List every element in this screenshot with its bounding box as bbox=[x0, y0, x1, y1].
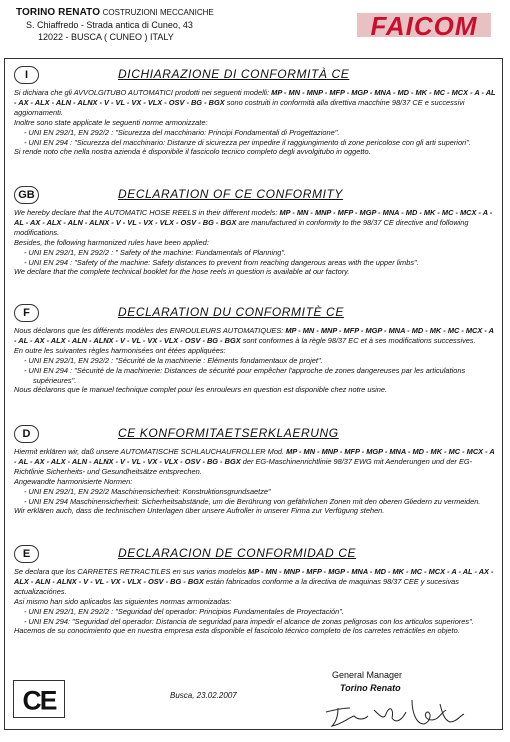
company-name: TORINO RENATO bbox=[16, 7, 101, 18]
conformity-text: sont conformes à la règle 98/37 EC et à ses modifications successives. bbox=[242, 335, 476, 345]
closing-text: Hacemos de su conocimiento que en nuestra empresa esta disponible el fascicolo técnico completo de los carretes retráctiles en objeto. bbox=[14, 626, 460, 636]
intro-text: Hiermit erklären wir, daß unsere AUTOMATISCHE SCHLAUCHAUFROLLER Mod. bbox=[14, 447, 285, 456]
conformity-text: sono costruiti in conformità alla direttiva macchine 98/37 CE e successivi aggiornamenti. bbox=[14, 97, 465, 117]
standard-item: - UNI EN 294: "Seguridad del operador: Distancia de seguridad para impedir el alcance de zonas peligrosas con los articulos superiores". bbox=[14, 617, 496, 627]
language-badge: I bbox=[14, 66, 39, 84]
section-body bbox=[14, 208, 496, 277]
models-list: MP - MN - MNP - MFP - MGP - MNA - MD - MK - MC - MCX - A - AL - AX - ALX - ALN - ALNX - V - VL - VX - VLX - OSV - BG - BGX bbox=[14, 567, 494, 586]
section-title: DECLARATION OF CE CONFORMITY bbox=[118, 187, 344, 201]
company-subtitle: COSTRUZIONI MECCANICHE bbox=[102, 8, 214, 17]
language-badge: F bbox=[14, 304, 39, 322]
section-body bbox=[14, 567, 496, 636]
standards-intro: Besides, the following harmonized rules have been applied: bbox=[14, 237, 209, 247]
conformity-text: están fabricados conforme a la directiva de maquinas 98/37 CEE y sucesivas actualizaciónes. bbox=[14, 576, 459, 596]
intro-text: Nous déclarons que les différents modèles des ENROULEURS AUTOMATIQUES: bbox=[14, 326, 284, 335]
conformity-text: are manufactured in conformity to the 98/37 CE directive and following modifications. bbox=[14, 217, 469, 237]
signatory-title: General Manager bbox=[332, 670, 403, 680]
company-address: S. Chiaffredo - Strada antica di Cuneo, 43 bbox=[26, 20, 193, 30]
standard-item: - UNI EN 292/1, EN 292/2 : "Seguridad del operador: Principios Fundamentales de Proyectación". bbox=[14, 607, 496, 617]
section-german bbox=[14, 425, 496, 516]
standard-item: - UNI EN 292/1, EN 292/2 : " Safety of the machine: Fundamentals of Planning". bbox=[14, 248, 496, 258]
standards-intro: Angewandte harmonisierte Normen: bbox=[14, 476, 133, 486]
section-french bbox=[14, 304, 496, 395]
section-body bbox=[14, 88, 496, 157]
closing-text: We declare that the complete technical booklet for the hose reels in question is available at our factory. bbox=[14, 267, 350, 277]
language-badge: GB bbox=[14, 186, 39, 204]
signatory-name: Torino Renato bbox=[340, 683, 401, 693]
section-english bbox=[14, 186, 496, 277]
section-body bbox=[14, 447, 496, 516]
standards-intro: Inoltre sono state applicate le seguenti norme armonizzate: bbox=[14, 117, 208, 127]
models-list: MP - MN - MNP - MFP - MGP - MNA - MD - MK - MC - MCX - A - AL - AX - ALX - ALN - ALNX - V - VL - VX - VLX - OSV - BG - BGX bbox=[14, 208, 493, 227]
standards-intro: En outre les suivantes règles harmonisées ont étées appliquées: bbox=[14, 345, 226, 355]
standard-item: - UNI EN 294 : "Safety of the machine: Safety distances to prevent from reaching dangerous areas with the upper limbs". bbox=[14, 258, 496, 268]
closing-text: Wir erklären auch, dass die technischen Unterlagen über unsere Aufroller in unserer Firma zur Verfügung stehen. bbox=[14, 506, 385, 516]
ce-mark-text: CE bbox=[22, 685, 56, 716]
handwritten-signature bbox=[320, 690, 470, 732]
closing-text: Si rende noto che nella nostra azienda è disponibile il fascicolo tecnico completo degli avvolgitubo in oggetto. bbox=[14, 147, 371, 157]
standards-intro: Asi mismo han sido aplicados las siguientes normas armonizadas: bbox=[14, 596, 232, 606]
models-list: MP - MN - MNP - MFP - MGP - MNA - MD - MK - MC - MCX - A - AL - AX - ALX - ALN - ALNX - V - VL - VX - VLX - OSV - BG - BGX bbox=[14, 88, 496, 107]
faicom-logo bbox=[354, 9, 494, 41]
standard-item: - UNI EN 292/1, EN 292/2 Maschinensicherheit: Konstruktionsgrundsaetze" bbox=[14, 487, 496, 497]
section-italian bbox=[14, 66, 496, 157]
section-body bbox=[14, 326, 496, 395]
standard-item: - UNI EN 294 : "Sécurité de la machinerie: Distances de sécurité pour empêcher l'approche de zones dangereuses par les articulations supérieures". bbox=[14, 366, 496, 386]
section-title: CE KONFORMITAETSERKLAERUNG bbox=[118, 426, 339, 440]
signature-stroke bbox=[326, 700, 464, 726]
models-list: MP - MN - MNP - MFP - MGP - MNA - MD - MK - MC - MCX - A - AL - AX - ALX - ALN - ALNX - V - VL - VX - VLX - OSV - BG - BGX bbox=[14, 447, 495, 466]
standard-item: - UNI EN 294 Maschinensicherheit: Sicherheitsabstände, um die Berührung von gefährlichen Zonen mit den oberen Gliedern zu vermeiden. bbox=[14, 497, 496, 507]
intro-text: Se declara que los CARRETES RETRACTILES en sus varios modelos bbox=[14, 567, 247, 576]
section-title: DECLARATION DU CONFORMITÈ CE bbox=[118, 305, 344, 319]
logo-text: FAICOM bbox=[370, 11, 478, 41]
section-spanish bbox=[14, 545, 496, 636]
intro-text: We hereby declare that the AUTOMATIC HOSE REELS in their different models: bbox=[14, 208, 278, 217]
language-badge: E bbox=[14, 545, 39, 563]
standard-item: - UNI EN 292/1, EN 292/2 : "Sécurité de la machinerie : Eléments fondamentaux de projet". bbox=[14, 356, 496, 366]
language-badge: D bbox=[14, 425, 39, 443]
standard-item: - UNI EN 292/1, EN 292/2 : "Sicurezza del macchinario: Principi Fondamentali di Progettazione". bbox=[14, 128, 496, 138]
conformity-text: der EG-Maschinenrichtlinie 98/37 EWG mit Aenderungen und der EG-Richtlinie Sicherheits- und Gesundheitsätze entsprechen. bbox=[14, 456, 473, 476]
models-list: MP - MN - MNP - MFP - MGP - MNA - MD - MK - MC - MCX - A - AL - AX - ALX - ALN - ALNX - V - VL - VX - VLX - OSV - BG - BGX bbox=[14, 326, 494, 345]
place-date: Busca, 23.02.2007 bbox=[170, 691, 237, 700]
standard-item: - UNI EN 294 : "Sicurezza del macchinario: Distanze di sicurezza per impedire il raggiungimento di zone pericolose con gli arti superiori". bbox=[14, 138, 496, 148]
section-title: DICHIARAZIONE DI CONFORMITÀ CE bbox=[118, 67, 350, 81]
closing-text: Nous déclarons que le manuel technique complet pour les enrouleurs en question est disponible chez notre usine. bbox=[14, 385, 388, 395]
company-header bbox=[16, 6, 316, 43]
company-city: 12022 - BUSCA ( CUNEO ) ITALY bbox=[38, 32, 174, 42]
ce-mark bbox=[13, 680, 65, 718]
section-title: DECLARACION DE CONFORMIDAD CE bbox=[118, 546, 357, 560]
intro-text: Si dichiara che gli AVVOLGITUBO AUTOMATICI prodotti nei seguenti modelli: bbox=[14, 88, 270, 97]
